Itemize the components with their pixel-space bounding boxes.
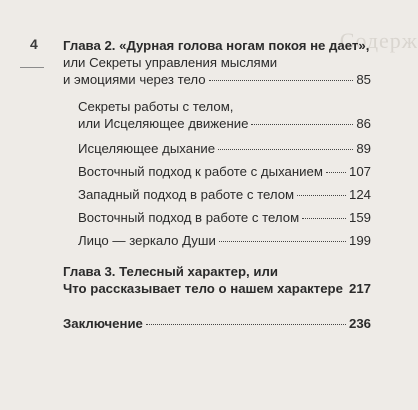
- table-of-contents: [63, 37, 371, 332]
- section-page: 107: [348, 164, 371, 179]
- dot-leader: [209, 80, 354, 81]
- dot-leader: [218, 149, 353, 150]
- toc-entry-section: [78, 98, 371, 132]
- page-number-rule: [20, 67, 44, 68]
- dot-leader: [251, 124, 353, 125]
- dot-leader: [326, 172, 346, 173]
- section-title-line-2: или Исцеляющее движение: [78, 116, 249, 131]
- toc-entry-section: [78, 232, 371, 249]
- section-title: Восточный подход в работе с телом: [78, 210, 300, 225]
- dot-leader: [146, 324, 346, 325]
- chapter-2-title: Глава 2. «Дурная голова ногам покоя не дает»,: [63, 38, 370, 53]
- section-page: 124: [348, 187, 371, 202]
- conclusion-page: 236: [348, 316, 371, 331]
- section-page: 89: [356, 141, 371, 156]
- chapter-2-subtitle-line-1: или Секреты управления мыслями: [63, 55, 278, 70]
- chapter-3-title: Глава 3. Телесный характер, или: [63, 264, 278, 279]
- section-page: 86: [356, 116, 371, 131]
- toc-entry-section: [78, 186, 371, 203]
- bleed-through-text: Содерж: [339, 28, 418, 53]
- toc-entry-section: [78, 140, 371, 157]
- chapter-3-page: 217: [348, 281, 371, 296]
- toc-entry-section: [78, 209, 371, 226]
- conclusion-title: Заключение: [63, 316, 143, 331]
- toc-entry-chapter-3: [63, 263, 371, 297]
- dot-leader: [219, 241, 346, 242]
- toc-entry-section: [78, 163, 371, 180]
- chapter-3-subtitle: Что рассказывает тело о нашем характере: [63, 281, 343, 296]
- page-number: 4: [30, 36, 38, 52]
- section-title: Исцеляющее дыхание: [78, 141, 216, 156]
- dot-leader: [302, 218, 346, 219]
- section-title: Западный подход в работе с телом: [78, 187, 295, 202]
- section-page: 159: [348, 210, 371, 225]
- chapter-2-subtitle-line-2: и эмоциями через тело: [63, 72, 206, 87]
- toc-entry-chapter-2: [63, 37, 371, 88]
- section-page: 199: [348, 233, 371, 248]
- section-title: Лицо — зеркало Души: [78, 233, 216, 248]
- dot-leader: [297, 195, 346, 196]
- section-title: Восточный подход к работе с дыханием: [78, 164, 323, 179]
- chapter-2-page: 85: [356, 72, 371, 87]
- section-title-line-1: Секреты работы с телом,: [78, 99, 234, 114]
- toc-entry-conclusion: [63, 315, 371, 332]
